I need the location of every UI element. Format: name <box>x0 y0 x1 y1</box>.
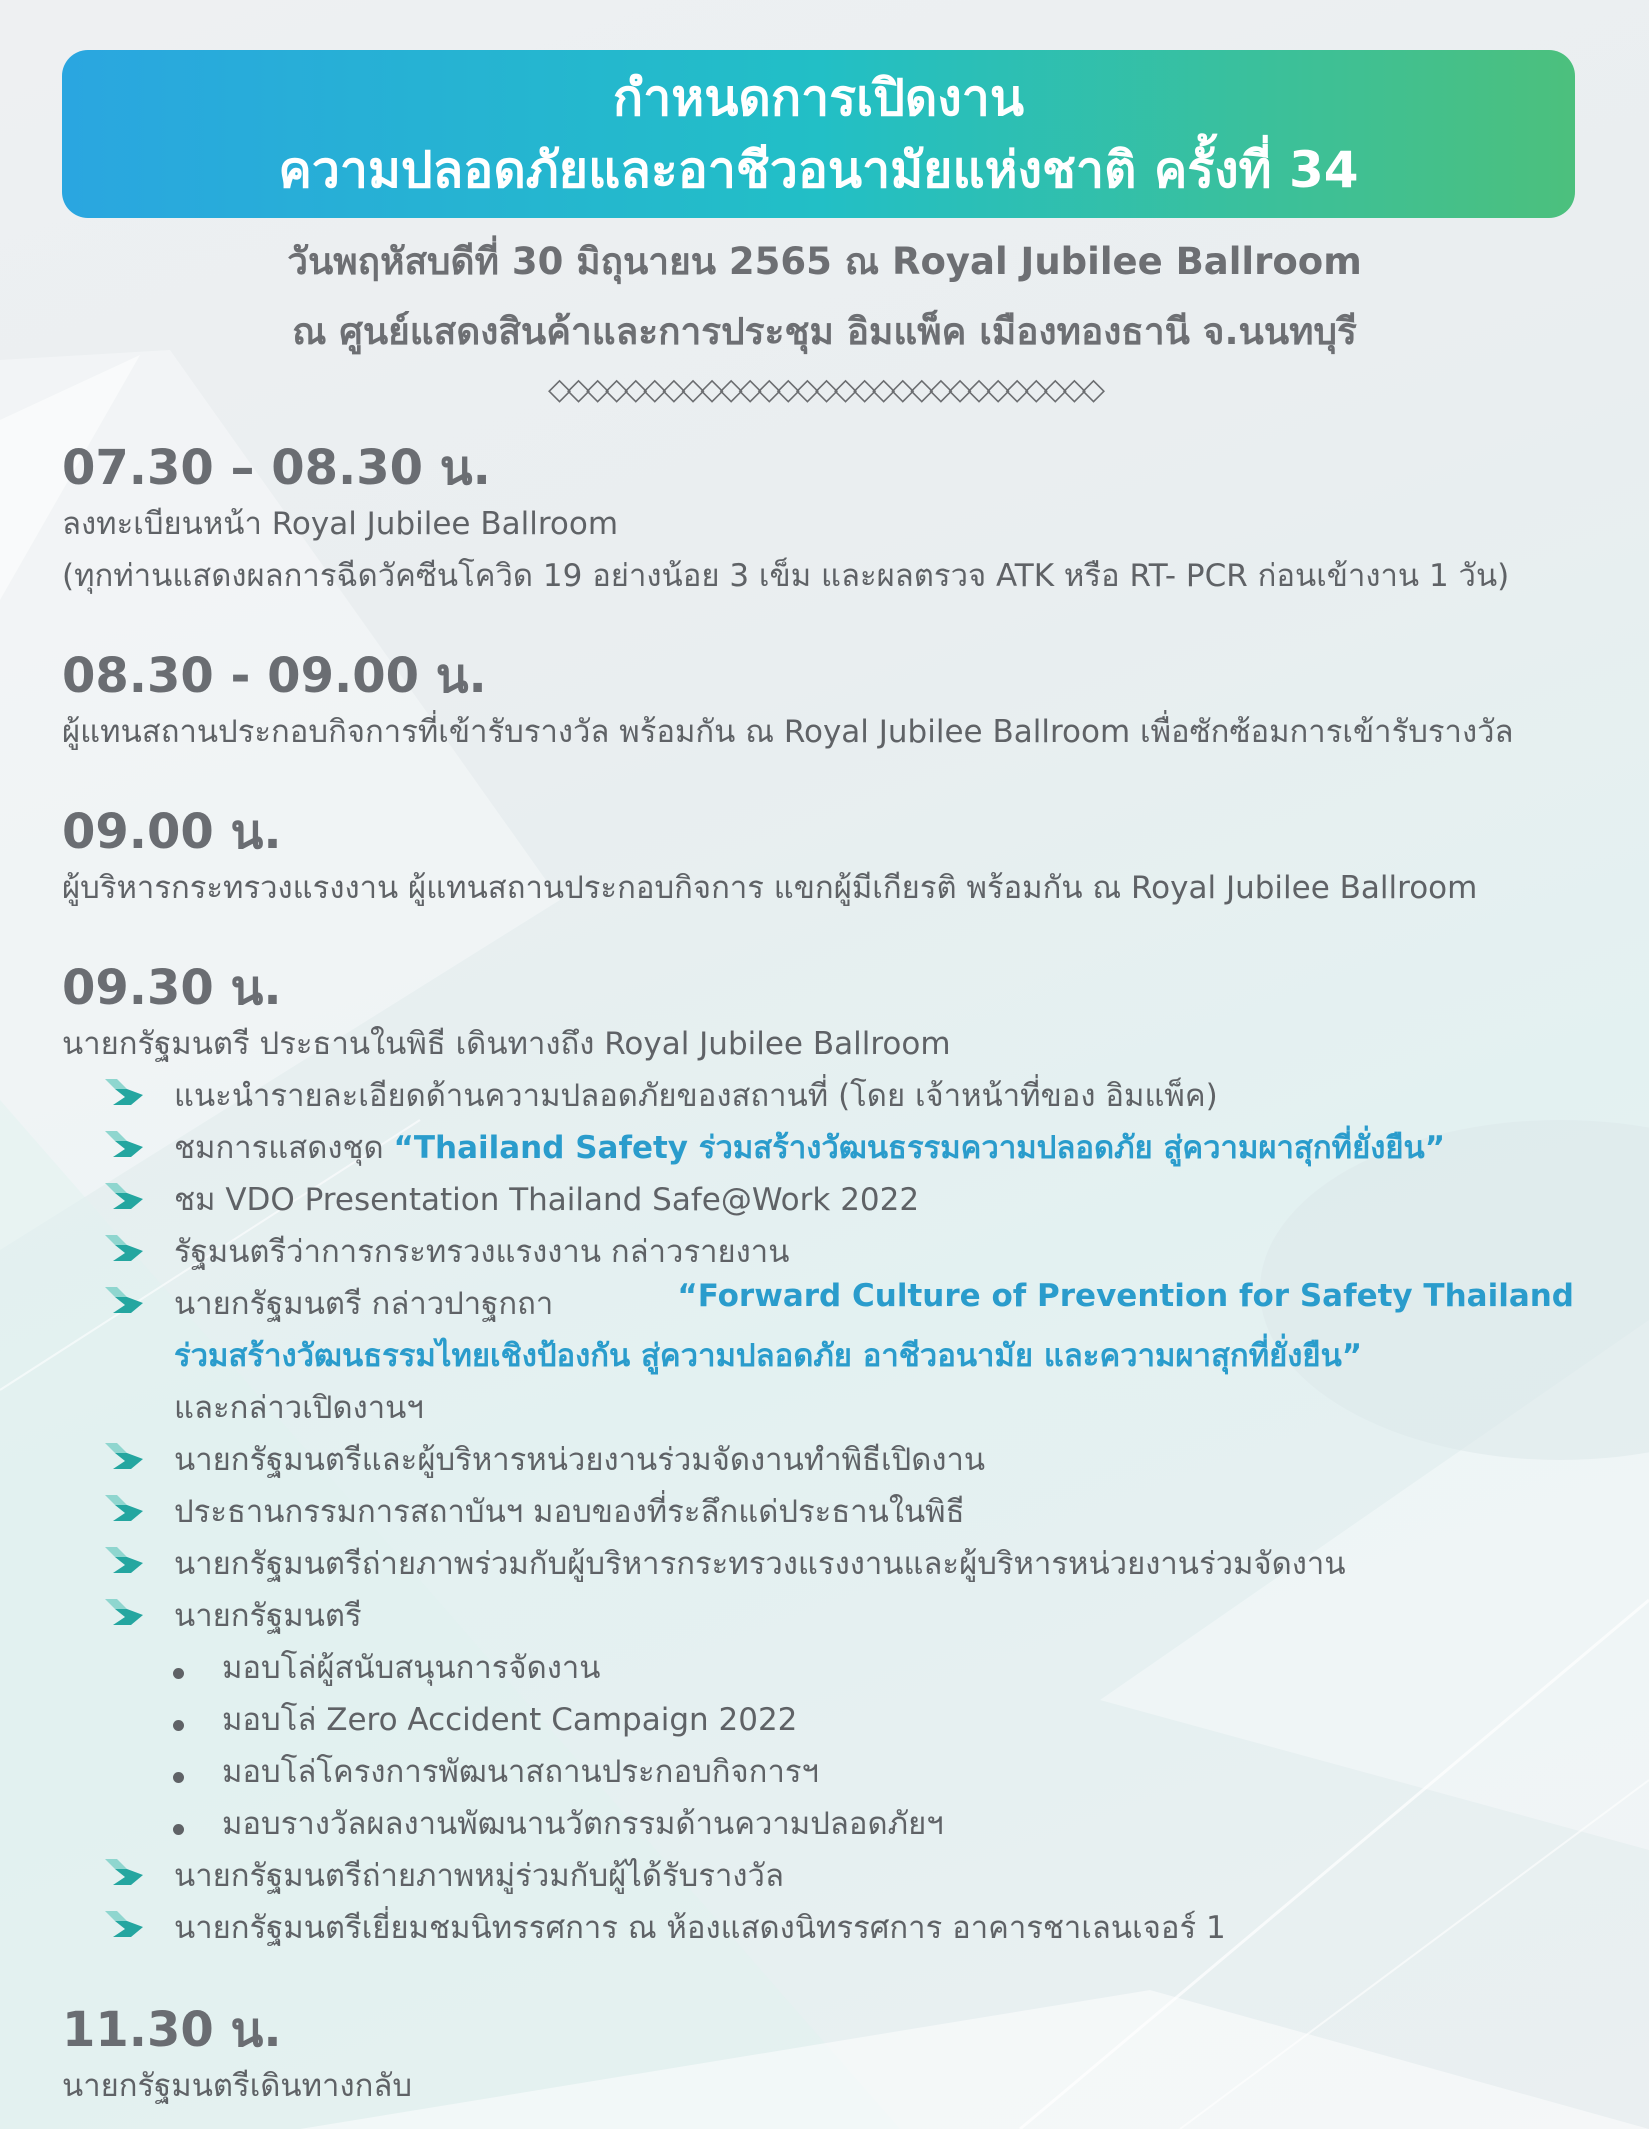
schedule-text: ผู้แทนสถานประกอบกิจการที่เข้ารับรางวัล พร้อมกัน ณ Royal Jubilee Ballroom เพื่อซักซ้อมการเข้ารับรางวัล <box>62 714 1514 750</box>
schedule-text: ลงทะเบียนหน้า Royal Jubilee Ballroom <box>62 506 619 542</box>
agenda-subitem: มอบรางวัลผลงานพัฒนานวัตกรรมด้านความปลอดภัยฯ <box>222 1806 944 1842</box>
double-chevron-icon <box>103 1846 147 1898</box>
schedule-time: 11.30 น. <box>62 2002 282 2058</box>
agenda-subitem: มอบโล่ Zero Accident Campaign 2022 <box>222 1702 798 1738</box>
agenda-subitem: มอบโล่ผู้สนับสนุนการจัดงาน <box>222 1650 601 1686</box>
double-chevron-icon <box>103 1482 147 1534</box>
double-chevron-icon <box>103 1170 147 1222</box>
double-chevron-icon <box>103 1586 147 1638</box>
agenda-item <box>174 1122 1445 1172</box>
agenda-subitem: มอบโล่โครงการพัฒนาสถานประกอบกิจการฯ <box>222 1754 819 1790</box>
show-title: “Thailand Safety ร่วมสร้างวัฒนธรรมความปลอดภัย สู่ความผาสุกที่ยั่งยืน” <box>393 1130 1446 1166</box>
agenda-item: นายกรัฐมนตรีถ่ายภาพร่วมกับผู้บริหารกระทรวงแรงงานและผู้บริหารหน่วยงานร่วมจัดงาน <box>174 1546 1346 1582</box>
agenda-item: รัฐมนตรีว่าการกระทรวงแรงงาน กล่าวรายงาน <box>174 1234 790 1270</box>
diamond-divider: ◇◇◇◇◇◇◇◇◇◇◇◇◇◇◇◇◇◇◇◇◇◇◇◇◇◇◇◇◇ <box>547 372 1102 407</box>
schedule-time: 08.30 - 09.00 น. <box>62 648 487 704</box>
agenda-item: แนะนำรายละเอียดด้านความปลอดภัยของสถานที่ (โดย เจ้าหน้าที่ของ อิมแพ็ค) <box>174 1078 1218 1114</box>
title-banner <box>62 50 1575 218</box>
dot-icon <box>173 1772 184 1783</box>
event-date: วันพฤหัสบดีที่ 30 มิถุนายน 2565 ณ Royal Jubilee Ballroom <box>287 240 1362 283</box>
double-chevron-icon <box>103 1118 147 1170</box>
page-subtitle: ความปลอดภัยและอาชีวอนามัยแห่งชาติ ครั้งที่ 34 <box>278 141 1359 199</box>
agenda-item-prefix: ชมการแสดงชุด <box>174 1130 394 1166</box>
schedule-time: 09.30 น. <box>62 960 282 1016</box>
schedule-text: (ทุกท่านแสดงผลการฉีดวัคซีนโควิด 19 อย่างน้อย 3 เข็ม และผลตรวจ ATK หรือ RT- PCR ก่อนเข้างาน 1 วัน) <box>62 558 1510 594</box>
page-title: กำหนดการเปิดงาน <box>612 69 1025 127</box>
event-venue: ณ ศูนย์แสดงสินค้าและการประชุม อิมแพ็ค เมืองทองธานี จ.นนทบุรี <box>292 310 1357 353</box>
double-chevron-icon <box>103 1898 147 1950</box>
agenda-item: นายกรัฐมนตรี <box>174 1598 362 1634</box>
dot-icon <box>173 1720 184 1731</box>
double-chevron-icon <box>103 1534 147 1586</box>
agenda-item-prefix: นายกรัฐมนตรี กล่าวปาฐกถา <box>174 1286 554 1322</box>
schedule-text: นายกรัฐมนตรี ประธานในพิธี เดินทางถึง Royal Jubilee Ballroom <box>62 1026 951 1062</box>
double-chevron-icon <box>103 1274 147 1326</box>
agenda-item-suffix: และกล่าวเปิดงานฯ <box>174 1390 424 1426</box>
agenda-item: นายกรัฐมนตรีและผู้บริหารหน่วยงานร่วมจัดงานทำพิธีเปิดงาน <box>174 1442 986 1478</box>
dot-icon <box>173 1824 184 1835</box>
keynote-title-cont: ร่วมสร้างวัฒนธรรมไทยเชิงป้องกัน สู่ความปลอดภัย อาชีวอนามัย และความผาสุกที่ยั่งยืน” <box>174 1338 1363 1374</box>
agenda-item: ชม VDO Presentation Thailand Safe@Work 2022 <box>174 1182 920 1218</box>
schedule-time: 09.00 น. <box>62 804 282 860</box>
schedule-text: นายกรัฐมนตรีเดินทางกลับ <box>62 2068 413 2104</box>
keynote-title: “Forward Culture of Prevention for Safety Thailand <box>677 1278 1574 1314</box>
agenda-item: ประธานกรรมการสถาบันฯ มอบของที่ระลึกแด่ประธานในพิธี <box>174 1494 965 1530</box>
schedule-time: 07.30 – 08.30 น. <box>62 440 491 496</box>
agenda-item: นายกรัฐมนตรีถ่ายภาพหมู่ร่วมกับผู้ได้รับรางวัล <box>174 1858 784 1894</box>
double-chevron-icon <box>103 1222 147 1274</box>
double-chevron-icon <box>103 1430 147 1482</box>
dot-icon <box>173 1668 184 1679</box>
agenda-item: นายกรัฐมนตรีเยี่ยมชมนิทรรศการ ณ ห้องแสดงนิทรรศการ อาคารชาเลนเจอร์ 1 <box>174 1910 1226 1946</box>
schedule-text: ผู้บริหารกระทรวงแรงงาน ผู้แทนสถานประกอบกิจการ แขกผู้มีเกียรติ พร้อมกัน ณ Royal Jubilee Ballroom <box>62 870 1478 906</box>
double-chevron-icon <box>103 1066 147 1118</box>
agenda-item <box>174 1278 1574 1328</box>
